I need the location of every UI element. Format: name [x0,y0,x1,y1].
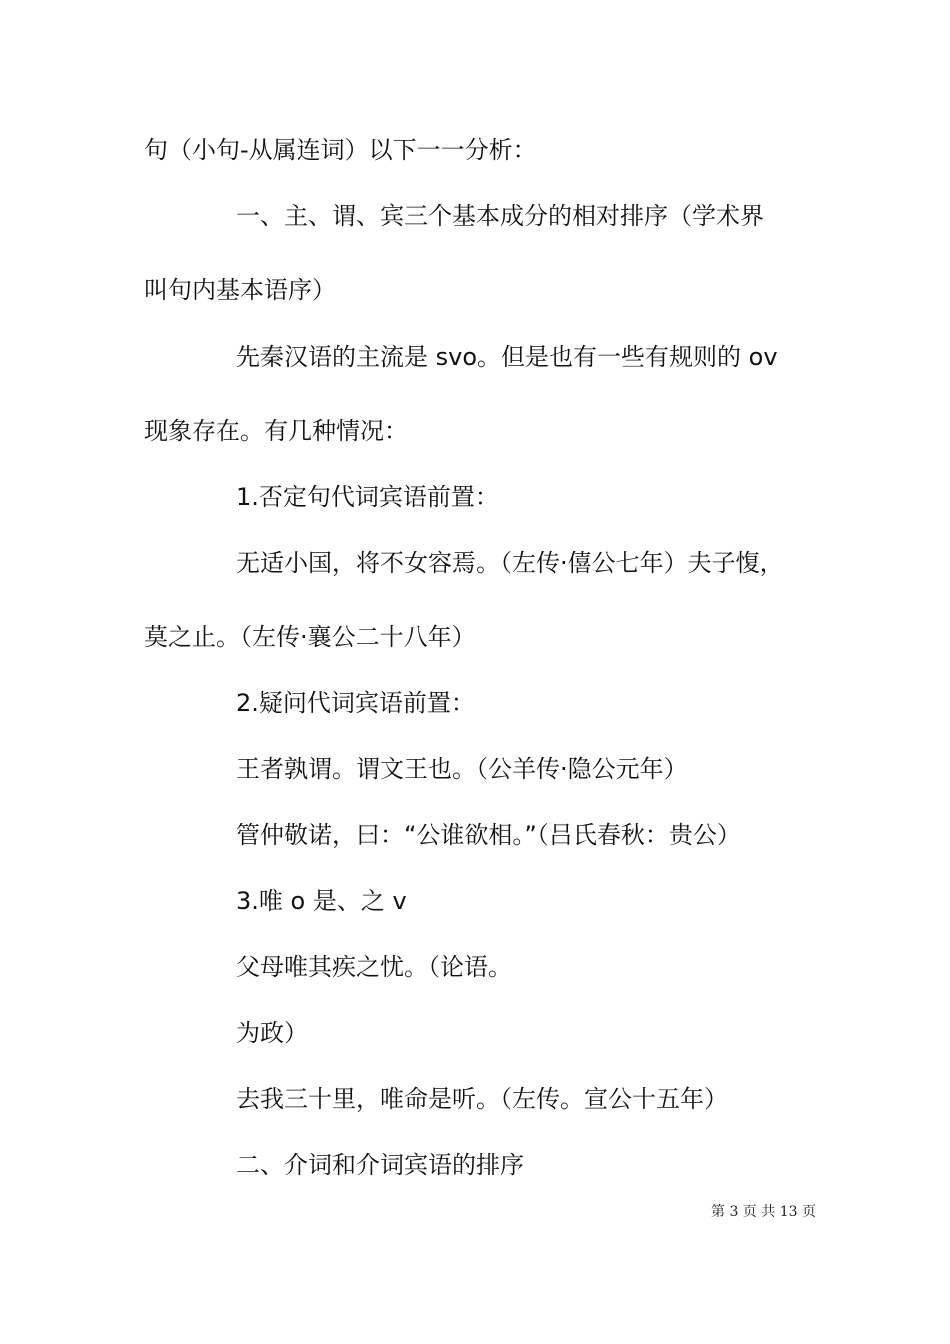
section-heading: 一、主、谓、宾三个基本成分的相对排序（学术界 [236,202,764,230]
text-line: 句（小句-从属连词）以下一一分析： [144,136,537,164]
text-line: 先秦汉语的主流是 svo。但是也有一些有规则的 ov [236,343,778,371]
example-line: 管仲敬诺，曰：“公谁欲相。”（吕氏春秋：贵公） [236,821,741,849]
page-footer: 第 3 页 共 13 页 [711,1204,816,1220]
list-item: 1.否定句代词宾语前置： [236,483,499,511]
example-line: 莫之止。（左传·襄公二十八年） [144,623,476,651]
list-item: 2.疑问代词宾语前置： [236,689,475,717]
example-line: 无适小国，将不女容焉。（左传·僖公七年）夫子愎， [236,549,784,577]
example-line: 父母唯其疾之忧。（论语。 [236,953,512,981]
example-line: 为政） [236,1019,308,1047]
text-line: 叫句内基本语序） [144,276,336,304]
text-line: 现象存在。有几种情况： [144,417,408,445]
section-heading: 二、介词和介词宾语的排序 [236,1151,524,1179]
list-item: 3.唯 o 是、之 v [236,887,407,915]
example-line: 去我三十里，唯命是听。（左传。宣公十五年） [236,1085,728,1113]
example-line: 王者孰谓。谓文王也。（公羊传·隐公元年） [236,755,688,783]
